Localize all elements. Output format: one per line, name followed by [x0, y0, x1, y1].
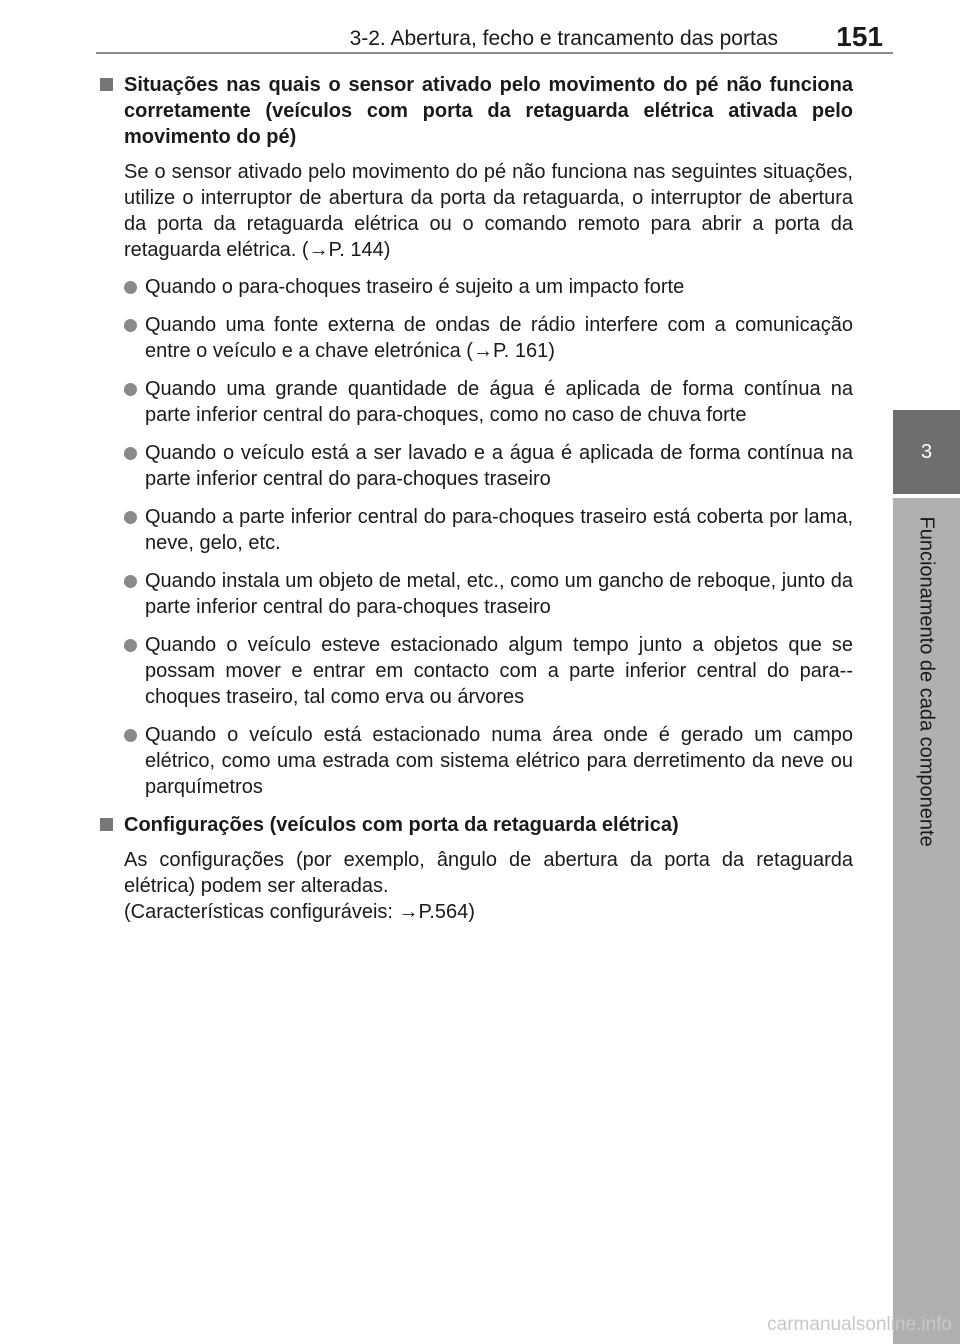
chapter-tab — [893, 410, 960, 494]
page-number: 151 — [836, 21, 883, 52]
chapter-label: Funcionamento de cada componente — [915, 516, 938, 847]
list-item — [124, 568, 853, 620]
list-item-text: Quando o veículo esteve estacionado algum tempo junto a objetos que se possam mover e entrar em contacto com a parte inferior central do para--choques traseiro, tal como erva ou árvores — [145, 634, 853, 708]
round-bullet-icon — [124, 575, 137, 588]
round-bullet-icon — [124, 447, 137, 460]
round-bullet-icon — [124, 639, 137, 652]
list-item — [124, 274, 853, 300]
list-item-text: Quando a parte inferior central do para-choques traseiro está coberta por lama, neve, gelo, etc. — [145, 506, 853, 554]
list-item-text: Quando uma grande quantidade de água é aplicada de forma contínua na parte inferior central do para-choques, como no caso de chuva forte — [145, 378, 853, 426]
list-item-text: Quando uma fonte externa de ondas de rádio interfere com a comunicação entre o veículo e a chave eletrónica (→P. 161) — [145, 314, 853, 362]
section-title: 3-2. Abertura, fecho e trancamento das portas — [349, 27, 778, 50]
list-item — [124, 722, 853, 800]
list-item — [124, 504, 853, 556]
list-item-text: Quando instala um objeto de metal, etc., como um gancho de reboque, junto da parte inferior central do para-choques traseiro — [145, 570, 853, 618]
round-bullet-icon — [124, 729, 137, 742]
section-note: (Características configuráveis: →P.564) — [124, 901, 475, 923]
section-heading-text: Configurações (veículos com porta da retaguarda elétrica) — [124, 814, 679, 836]
list-item — [124, 632, 853, 710]
section-heading — [100, 72, 853, 150]
list-item-text: Quando o para-choques traseiro é sujeito a um impacto forte — [145, 276, 685, 298]
section-intro: As configurações (por exemplo, ângulo de abertura da porta da retaguarda elétrica) podem ser alteradas. — [124, 849, 853, 897]
round-bullet-icon — [124, 281, 137, 294]
page-header — [0, 0, 893, 52]
list-item-text: Quando o veículo está a ser lavado e a água é aplicada de forma contínua na parte inferior central do para-choques traseiro — [145, 442, 853, 490]
section-heading-text: Situações nas quais o sensor ativado pelo movimento do pé não funciona corretamente (veículos com porta da retaguarda elétrica ativada pelo movimento do pé) — [124, 74, 853, 148]
chapter-number: 3 — [920, 440, 933, 463]
watermark: carmanualsonline.info — [767, 1314, 952, 1335]
square-bullet-icon — [100, 818, 113, 831]
list-item — [124, 376, 853, 428]
header-divider — [96, 52, 893, 54]
section-heading — [100, 812, 853, 838]
round-bullet-icon — [124, 319, 137, 332]
list-item-text: Quando o veículo está estacionado numa área onde é gerado um campo elétrico, como uma estrada com sistema elétrico para derretimento da neve ou parquímetros — [145, 724, 853, 798]
page-content — [100, 72, 853, 936]
section-intro: Se o sensor ativado pelo movimento do pé não funciona nas seguintes situações, utilize o interruptor de abertura da porta da retaguarda, o interruptor de abertura da porta da retaguarda elétrica ou o comando remoto para abrir a porta da retaguarda elétrica. (→P. 144) — [124, 161, 853, 261]
list-item — [124, 440, 853, 492]
square-bullet-icon — [100, 78, 113, 91]
round-bullet-icon — [124, 511, 137, 524]
list-item — [124, 312, 853, 364]
round-bullet-icon — [124, 383, 137, 396]
